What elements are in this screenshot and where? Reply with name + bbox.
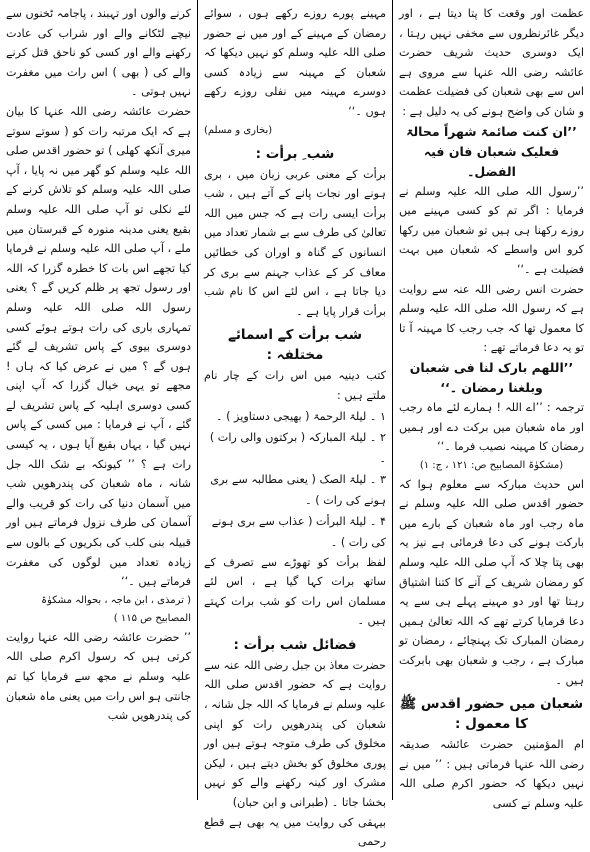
paragraph: ام المؤمنین حضرت عائشہ صدیقہ رضی اللہ عنہا فرماتی ہیں : ’’ میں نے نہیں دیکھا کہ حضور اکرم صلی اللہ علیہ وسلم نے کسی [399, 738, 584, 810]
paragraph: کرنے والوں اور تہبند ، پاجامہ ٹخنوں سے نیچے لٹکانے والے اور شراب کی عادت رکھنے والے اور کسی کو ناحق قتل کرنے والے کی ( بھی ) اس رات میں مغفرت نہیں ہوتی ۔ [6, 7, 191, 99]
arabic-dua: ’’اللھم بارک لنا فی شعبان وبلغنا رمضان ۔‘‘ [409, 359, 574, 395]
reference: ( ترمذی ، ابن ماجہ ، بحوالہ مشکوٰۃ المصابیح ص ۱۱۵ ) [41, 594, 191, 624]
list-item: ۳ ۔ لیلۃ الصک ( یعنی مطالبہ سے بری ہونے کی رات ) ۔ [210, 472, 386, 507]
list-item: ۴ ۔ لیلۃ البرأت ( عذاب سے بری ہونے کی رات ) ۔ [211, 514, 386, 549]
paragraph: ’’رسول اللہ صلی اللہ علیہ وسلم نے فرمایا : اگر تم کو کسی مہینے میں روزے رکھنا ہی ہیں تو شعبان میں رکھا کرو اس واسطے کہ شعبان میں بہت فضیلت ہے ۔‘‘ [399, 184, 584, 276]
paragraph: اس حدیث مبارکہ سے معلوم ہوا کہ حضور اقدس صلی اللہ علیہ وسلم نے ماہ رجب اور ماہ شعبان کے بارے میں بارکت ہونے کی دعا فرمائی ہے نیز یہ بھی پتا چلا کہ آپ صلی اللہ علیہ وسلم کو رمضان شریف کے آنے کا کتنا اشتیاق رہتا تھا اور دو مہینے پہلے ہی سے یہ دعا فرمایا کرتے تھے کہ اللہ تعالیٰ ہمیں رمضان المبارک تک پہنچائے ، رمضان تو مبارک ہے ، رجب و شعبان بھی بابرکت ہیں ۔ [399, 477, 584, 687]
paragraph: مہینے پورے روزے رکھے ہوں ، سوائے رمضان کے مہینے کے اور میں نے حضور صلی اللہ علیہ وسلم کو نہیں دیکھا کہ شعبان کے مہینہ سے زیادہ کسی دوسرے مہینہ میں نفلی روزے رکھے ہوں ۔‘‘ [204, 7, 386, 118]
section-heading: فضائل شب برأت : [233, 636, 357, 653]
paragraph: کتب دینیہ میں اس رات کے چار نام ملتے ہیں : [204, 369, 386, 402]
paragraph: حضرت معاذ بن جبل رضی اللہ عنہ سے روایت ہے کہ حضور اقدس صلی اللہ علیہ وسلم نے فرمایا کہ اللہ جل شانہ ، شعبان کی پندرھویں رات کو اپنی مخلوق کی طرف متوجہ ہوتے ہیں اور پوری مخلوق کو بخش دیتے ہیں ، لیکن مشرک اور کینہ رکھنے والے کو نہیں بخشا جاتا ۔ (طبرانی و ابن حبان) [204, 658, 386, 810]
reference: (بخاری و مسلم) [204, 124, 273, 136]
reference: (مشکوٰۃ المصابیح ص: ۱۲۱ ، ج: ۱) [419, 459, 564, 471]
paragraph: عظمت اور وقعت کا پتا دیتا ہے ، اور دیگر غائرنظروں سے مخفی نہیں رہتا ، ایک دوسری حدیث شریف حضرت عائشہ رضی اللہ عنہا سے مروی ہے اس سے بھی شعبان کی فضیلت عظمت و شان کی واضح ہونے کی یہ دلیل ہے : [399, 7, 584, 118]
paragraph: حضرت عائشہ رضی اللہ عنہا کا بیان ہے کہ ایک مرتبہ رات کو ( سوتے سوتے میری آنکھ کھلی ) تو حضور اقدس صلی اللہ علیہ وسلم کو گھر میں نہ پایا ، آپ صلی اللہ علیہ وسلم کو تلاش کرنے کے لئے نکلی تو آپ صلی اللہ علیہ وسلم بقیع یعنی مدینہ منورہ کے قبرستان میں ملے ، آپ صلی اللہ علیہ وسلم نے فرمایا کیا تجھے اس بات کا خطرہ گزرا کہ اللہ اور رسول تجھ پر ظلم کریں گے ؟ یعنی رسول اللہ صلی اللہ علیہ وسلم تمہاری باری کی رات ہوتے ہوئے کسی دوسری بیوی کے پاس تشریف لے گئے ہوں گے ؟ میں نے عرض کیا کہ ہاں ! مجھے تو یہی خیال گزرا کہ آپ اپنی کسی دوسری اہلیہ کے پاس تشریف لے گئے ، آپ نے فرمایا : میں کسی کے پاس نہیں گیا ، یہاں بقیع آیا ہوں ، یہ کیسی رات ہے ؟ ’’ کیونکہ بے شک اللہ جل شانہ ، ماہ شعبان کی پندرھویں شب میں آسمان دنیا کی رات کو قریب والے آسمان کی طرف نزول فرماتے ہیں اور قبیلہ بنی کلب کی بکریوں کے بالوں سے زیادہ تعداد میں لوگوں کی مغفرت فرماتے ہیں ۔‘‘ [6, 104, 191, 589]
translation: ترجمہ : ’’اے اللہ ! ہمارے لئے ماہ رجب اور ماہ شعبان میں برکت دے اور ہمیں رمضان کا مہینہ نصیب فرما ۔‘‘ [399, 400, 584, 454]
paragraph: لفظ برأت کو تھوڑے سے تصرف کے ساتھ برات کہا گیا ہے ، اس لئے مسلمان اس رات کو شب برات کہتے ہیں ۔ [204, 555, 386, 628]
paragraph: حضرت انس رضی اللہ عنہ سے روایت ہے کہ رسول اللہ صلی اللہ علیہ وسلم کا معمول تھا کہ جب رجب کا مہینہ آ تا تو یہ دعا فرماتے تھے : [399, 282, 584, 355]
list-item: ۱ ۔ لیلۃ الرحمۃ ( بھیجی دستاویز ) ۔ [216, 409, 386, 423]
section-heading: شعبان میں حضور اقدس ﷺ کا معمول : [399, 696, 584, 733]
column-middle [197, 0, 393, 849]
column-left [0, 0, 197, 800]
paragraph: بیہقی کی روایت میں یہ بھی ہے قطع رحمی [204, 815, 386, 849]
column-right [393, 0, 590, 810]
section-heading: شب ِ برأت : [255, 145, 335, 162]
arabic-hadith: ’’ان کنت صائمۃ شھراً محالۃ فعلیک شعبان فان فیہ الفضل۔ [406, 123, 577, 179]
paragraph: برأت کے معنی عربی زبان میں ، بری ہونے اور نجات پانے کے آتے ہیں ، شب برأت ایسی رات ہے کہ جس میں اللہ تعالیٰ کی طرف سے بے شمار تعداد میں انسانوں کے گناہ و اوران کی خطائیں معاف کر کے عذاب جہنم سے بری کر دیا جاتا ہے ، اس لئے اس کا نام شب برأت قرار پایا ہے ۔ [204, 167, 386, 318]
paragraph: ’’ حضرت عائشہ رضی اللہ عنہا روایت کرتی ہیں کہ رسول اکرم صلی اللہ علیہ وسلم نے مجھ سے فرمایا کیا تم جانتی ہو اس رات میں یعنی ماہ شعبان کی پندرھویں شب [6, 630, 191, 723]
section-heading: شب برأت کے اسمائے مختلفہ : [227, 327, 363, 364]
list-item: ۲ ۔ لیلۃ المبارکہ ( برکتوں والی رات ) ۔ [209, 430, 386, 465]
